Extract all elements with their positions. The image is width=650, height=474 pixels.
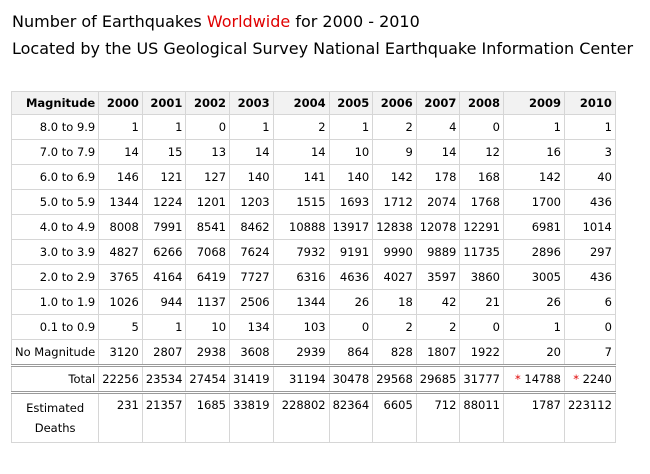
cell-2002: 7068 <box>186 240 230 265</box>
footnote-star[interactable]: * <box>573 372 579 386</box>
cell-2005: 0 <box>329 315 373 340</box>
column-header-2008: 2008 <box>460 92 504 115</box>
cell-2010: 297 <box>564 240 615 265</box>
table-row <box>12 315 616 340</box>
cell-2008: 12 <box>460 140 504 165</box>
cell-2007: 4 <box>416 115 460 140</box>
total-value: 29685 <box>419 372 457 386</box>
deaths-cell-2008: 88011 <box>460 393 504 443</box>
row-label: 3.0 to 3.9 <box>12 240 99 265</box>
deaths-cell-2006: 6605 <box>373 393 417 443</box>
cell-2008: 0 <box>460 315 504 340</box>
row-label: 0.1 to 0.9 <box>12 315 99 340</box>
cell-2001: 1 <box>142 315 186 340</box>
column-header-2007: 2007 <box>416 92 460 115</box>
cell-2005: 4636 <box>329 265 373 290</box>
total-cell-2010 <box>564 366 615 393</box>
deaths-label-line-2: Deaths <box>34 421 76 435</box>
row-label: 6.0 to 6.9 <box>12 165 99 190</box>
page-heading <box>12 8 633 62</box>
total-cell-2001 <box>142 366 186 393</box>
cell-2005: 13917 <box>329 215 373 240</box>
table-row <box>12 340 616 366</box>
cell-2006: 2 <box>373 115 417 140</box>
total-cell-2004 <box>273 366 329 393</box>
cell-2009: 2896 <box>503 240 564 265</box>
cell-2008: 1768 <box>460 190 504 215</box>
total-cell-2005 <box>329 366 373 393</box>
cell-2002: 2938 <box>186 340 230 366</box>
cell-2008: 12291 <box>460 215 504 240</box>
cell-2000: 14 <box>99 140 143 165</box>
cell-2005: 10 <box>329 140 373 165</box>
cell-2009: 26 <box>503 290 564 315</box>
cell-2007: 14 <box>416 140 460 165</box>
heading-line-2: Located by the US Geological Survey National Earthquake Information Center <box>12 39 634 58</box>
cell-2002: 1137 <box>186 290 230 315</box>
total-value: 23534 <box>145 372 183 386</box>
cell-2006: 4027 <box>373 265 417 290</box>
table-header-row <box>12 92 616 115</box>
cell-2003: 2506 <box>230 290 274 315</box>
cell-2001: 15 <box>142 140 186 165</box>
cell-2010: 7 <box>564 340 615 366</box>
cell-2003: 1 <box>230 115 274 140</box>
cell-2001: 1224 <box>142 190 186 215</box>
cell-2001: 1 <box>142 115 186 140</box>
cell-2007: 12078 <box>416 215 460 240</box>
cell-2006: 18 <box>373 290 417 315</box>
cell-2007: 178 <box>416 165 460 190</box>
cell-2006: 1712 <box>373 190 417 215</box>
total-cell-2000 <box>99 366 143 393</box>
cell-2003: 1203 <box>230 190 274 215</box>
cell-2001: 6266 <box>142 240 186 265</box>
total-label: Total <box>12 366 99 393</box>
total-value: 14788 <box>524 372 561 386</box>
cell-2010: 1 <box>564 115 615 140</box>
cell-2003: 7624 <box>230 240 274 265</box>
total-row <box>12 366 616 393</box>
cell-2008: 1922 <box>460 340 504 366</box>
cell-2010: 0 <box>564 315 615 340</box>
cell-2008: 11735 <box>460 240 504 265</box>
column-header-2005: 2005 <box>329 92 373 115</box>
table-row <box>12 140 616 165</box>
cell-2005: 140 <box>329 165 373 190</box>
cell-2009: 1 <box>503 115 564 140</box>
cell-2000: 4827 <box>99 240 143 265</box>
cell-2002: 1201 <box>186 190 230 215</box>
cell-2002: 8541 <box>186 215 230 240</box>
cell-2000: 146 <box>99 165 143 190</box>
row-label: 1.0 to 1.9 <box>12 290 99 315</box>
cell-2001: 944 <box>142 290 186 315</box>
cell-2010: 436 <box>564 190 615 215</box>
column-header-2004: 2004 <box>273 92 329 115</box>
total-value: 29568 <box>376 372 413 386</box>
cell-2004: 14 <box>273 140 329 165</box>
heading-prefix: Number of Earthquakes <box>12 12 207 31</box>
cell-2009: 1700 <box>503 190 564 215</box>
cell-2007: 1807 <box>416 340 460 366</box>
cell-2003: 14 <box>230 140 274 165</box>
total-cell-2006 <box>373 366 417 393</box>
cell-2000: 5 <box>99 315 143 340</box>
worldwide-link[interactable]: Worldwide <box>206 12 291 31</box>
row-label: 8.0 to 9.9 <box>12 115 99 140</box>
cell-2004: 103 <box>273 315 329 340</box>
cell-2008: 168 <box>460 165 504 190</box>
cell-2003: 3608 <box>230 340 274 366</box>
total-value: 22256 <box>102 372 139 386</box>
cell-2009: 142 <box>503 165 564 190</box>
cell-2009: 16 <box>503 140 564 165</box>
cell-2002: 127 <box>186 165 230 190</box>
cell-2010: 40 <box>564 165 615 190</box>
cell-2002: 0 <box>186 115 230 140</box>
cell-2007: 2074 <box>416 190 460 215</box>
cell-2008: 21 <box>460 290 504 315</box>
cell-2002: 6419 <box>186 265 230 290</box>
total-value: 2240 <box>582 372 612 386</box>
column-header-2010: 2010 <box>564 92 615 115</box>
cell-2008: 0 <box>460 115 504 140</box>
cell-2010: 3 <box>564 140 615 165</box>
total-cell-2002 <box>186 366 230 393</box>
deaths-cell-2003: 33819 <box>230 393 274 443</box>
deaths-cell-2002: 1685 <box>186 393 230 443</box>
cell-2004: 6316 <box>273 265 329 290</box>
cell-2007: 3597 <box>416 265 460 290</box>
cell-2009: 1 <box>503 315 564 340</box>
estimated-deaths-row <box>12 393 616 443</box>
cell-2005: 1 <box>329 115 373 140</box>
cell-2008: 3860 <box>460 265 504 290</box>
total-value: 30478 <box>332 372 370 386</box>
footnote-star[interactable]: * <box>514 372 521 386</box>
table-row <box>12 190 616 215</box>
deaths-cell-2009: 1787 <box>503 393 564 443</box>
cell-2000: 1344 <box>99 190 143 215</box>
column-header-2003: 2003 <box>230 92 274 115</box>
cell-2004: 1515 <box>273 190 329 215</box>
total-value: 31777 <box>463 372 500 386</box>
total-cell-2007 <box>416 366 460 393</box>
column-header-2001: 2001 <box>142 92 186 115</box>
column-header-2000: 2000 <box>99 92 143 115</box>
cell-2001: 121 <box>142 165 186 190</box>
estimated-deaths-label <box>12 393 99 443</box>
cell-2000: 8008 <box>99 215 143 240</box>
table-row <box>12 215 616 240</box>
cell-2004: 1344 <box>273 290 329 315</box>
column-header-2002: 2002 <box>186 92 230 115</box>
cell-2010: 1014 <box>564 215 615 240</box>
cell-2001: 7991 <box>142 215 186 240</box>
cell-2007: 2 <box>416 315 460 340</box>
earthquake-table <box>11 91 616 443</box>
cell-2004: 10888 <box>273 215 329 240</box>
table-row <box>12 290 616 315</box>
cell-2006: 12838 <box>373 215 417 240</box>
deaths-cell-2005: 82364 <box>329 393 373 443</box>
column-header-magnitude: Magnitude <box>12 92 99 115</box>
deaths-cell-2007: 712 <box>416 393 460 443</box>
deaths-cell-2001: 21357 <box>142 393 186 443</box>
cell-2000: 3120 <box>99 340 143 366</box>
row-label: 5.0 to 5.9 <box>12 190 99 215</box>
table-row <box>12 240 616 265</box>
cell-2005: 1693 <box>329 190 373 215</box>
row-label: No Magnitude <box>12 340 99 366</box>
cell-2003: 8462 <box>230 215 274 240</box>
cell-2009: 6981 <box>503 215 564 240</box>
deaths-label-line-1: Estimated <box>26 401 85 415</box>
cell-2004: 2 <box>273 115 329 140</box>
deaths-cell-2000: 231 <box>99 393 143 443</box>
cell-2002: 13 <box>186 140 230 165</box>
total-cell-2003 <box>230 366 274 393</box>
cell-2004: 7932 <box>273 240 329 265</box>
cell-2006: 9990 <box>373 240 417 265</box>
cell-2005: 26 <box>329 290 373 315</box>
cell-2000: 1 <box>99 115 143 140</box>
cell-2007: 42 <box>416 290 460 315</box>
cell-2006: 142 <box>373 165 417 190</box>
cell-2003: 7727 <box>230 265 274 290</box>
cell-2004: 141 <box>273 165 329 190</box>
column-header-2009: 2009 <box>503 92 564 115</box>
total-value: 27454 <box>189 372 227 386</box>
heading-line-1 <box>12 8 633 35</box>
row-label: 4.0 to 4.9 <box>12 215 99 240</box>
cell-2005: 9191 <box>329 240 373 265</box>
cell-2006: 2 <box>373 315 417 340</box>
cell-2009: 20 <box>503 340 564 366</box>
deaths-cell-2004: 228802 <box>273 393 329 443</box>
cell-2007: 9889 <box>416 240 460 265</box>
cell-2006: 828 <box>373 340 417 366</box>
cell-2000: 3765 <box>99 265 143 290</box>
total-value: 31419 <box>233 372 270 386</box>
cell-2003: 134 <box>230 315 274 340</box>
cell-2010: 436 <box>564 265 615 290</box>
deaths-cell-2010: 223112 <box>564 393 615 443</box>
table-row <box>12 115 616 140</box>
heading-suffix: for 2000 - 2010 <box>290 12 420 31</box>
cell-2002: 10 <box>186 315 230 340</box>
table-row <box>12 265 616 290</box>
cell-2001: 2807 <box>142 340 186 366</box>
column-header-2006: 2006 <box>373 92 417 115</box>
cell-2006: 9 <box>373 140 417 165</box>
table-row <box>12 165 616 190</box>
row-label: 7.0 to 7.9 <box>12 140 99 165</box>
row-label: 2.0 to 2.9 <box>12 265 99 290</box>
cell-2005: 864 <box>329 340 373 366</box>
total-value: 31194 <box>289 372 326 386</box>
cell-2000: 1026 <box>99 290 143 315</box>
cell-2009: 3005 <box>503 265 564 290</box>
cell-2010: 6 <box>564 290 615 315</box>
cell-2001: 4164 <box>142 265 186 290</box>
total-cell-2008 <box>460 366 504 393</box>
cell-2004: 2939 <box>273 340 329 366</box>
table-body <box>12 115 616 443</box>
cell-2003: 140 <box>230 165 274 190</box>
total-cell-2009 <box>503 366 564 393</box>
